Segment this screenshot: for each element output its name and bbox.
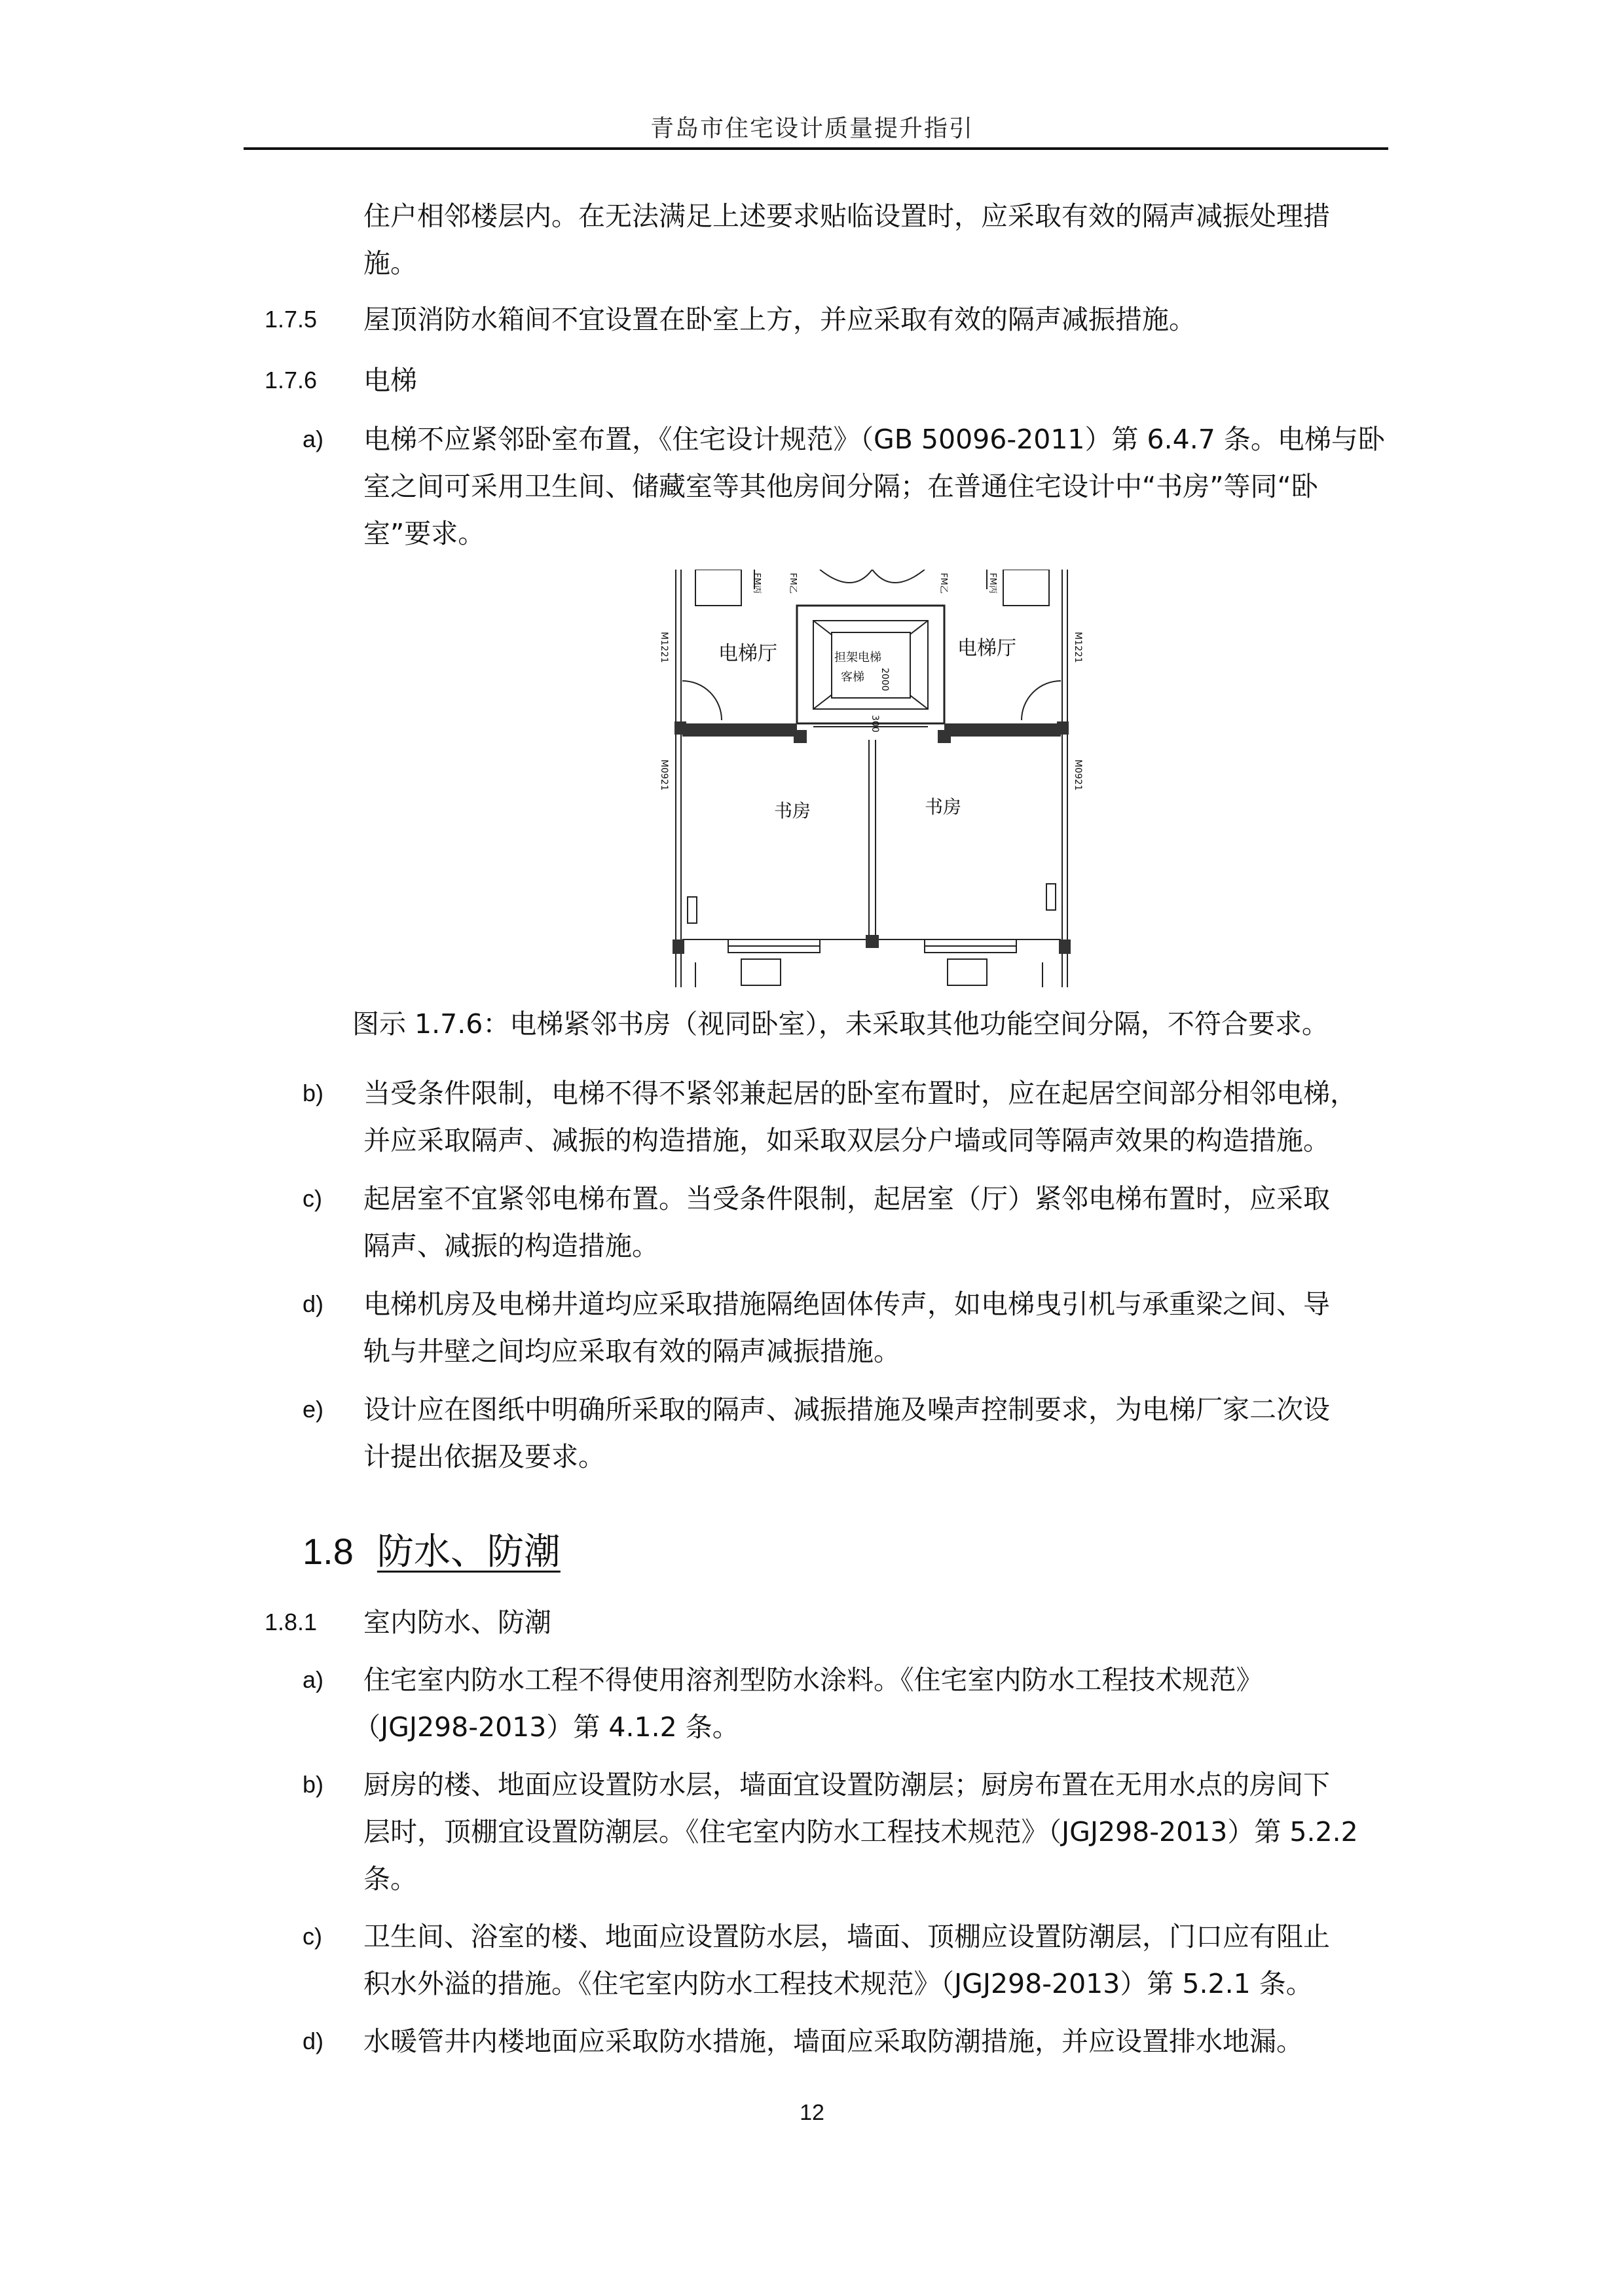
list-item-line: 当受条件限制，电梯不得不紧邻兼起居的卧室布置时，应在起居空间部分相邻电梯， [363, 1078, 1357, 1109]
list-item-line: 室”要求。 [363, 518, 485, 549]
list-item-label: d) [303, 2028, 324, 2054]
list-item-line: 电梯不应紧邻卧室布置，《住宅设计规范》（GB 50096-2011）第 6.4.7 条。电梯与卧 [363, 424, 1385, 455]
list-item-line: 设计应在图纸中明确所采取的隔声、减振措施及噪声控制要求，为电梯厂家二次设 [363, 1394, 1330, 1425]
list-item-line: 积水外溢的措施。《住宅室内防水工程技术规范》（JGJ298-2013）第 5.2.1 条。 [363, 1968, 1313, 1999]
list-item-line: 电梯机房及电梯井道均应采取措施隔绝固体传声，如电梯曳引机与承重梁之间、导 [363, 1288, 1330, 1320]
continuation-line: 住户相邻楼层内。在无法满足上述要求贴临设置时，应采取有效的隔声减振处理措 [363, 200, 1330, 232]
label-door-left-2: M0921 [659, 759, 669, 791]
list-item-line: 隔声、减振的构造措施。 [363, 1230, 659, 1262]
list-item-label: b) [303, 1771, 324, 1798]
label-elevator-car-2: 客梯 [841, 670, 864, 684]
label-fm-4: FM丙 [987, 573, 997, 594]
list-item-line: 轨与井壁之间均应采取有效的隔声减振措施。 [363, 1336, 900, 1367]
list-item-label: c) [303, 1923, 322, 1950]
label-dim-2000: 2000 [879, 668, 890, 691]
list-item-label: a) [303, 1666, 324, 1693]
list-item-label: e) [303, 1396, 324, 1423]
label-dim-300: 300 [870, 715, 880, 733]
list-item-line: 起居室不宜紧邻电梯布置。当受条件限制，起居室（厅）紧邻电梯布置时，应采取 [363, 1183, 1330, 1214]
clause-title: 室内防水、防潮 [363, 1607, 551, 1638]
label-study-left: 书房 [774, 800, 811, 822]
list-item-line: 厨房的楼、地面应设置防水层，墙面宜设置防潮层；厨房布置在无用水点的房间下 [363, 1769, 1330, 1800]
list-item-label: d) [303, 1290, 324, 1317]
clause-number: 1.7.5 [265, 306, 318, 333]
continuation-line: 施。 [363, 247, 417, 279]
floor-plan-figure [656, 570, 1087, 987]
clause-text: 屋顶消防水箱间不宜设置在卧室上方，并应采取有效的隔声减振措施。 [363, 304, 1196, 335]
list-item-line: （JGJ298-2013）第 4.1.2 条。 [354, 1711, 739, 1743]
list-item-label: c) [303, 1185, 322, 1212]
list-item-line: 并应采取隔声、减振的构造措施，如采取双层分户墙或同等隔声效果的构造措施。 [363, 1125, 1330, 1156]
list-item-line: 层时，顶棚宜设置防潮层。《住宅室内防水工程技术规范》（JGJ298-2013）第 5.2.2 [363, 1816, 1358, 1848]
list-item-line: 水暖管井内楼地面应采取防水措施，墙面应采取防潮措施，并应设置排水地漏。 [363, 2026, 1303, 2057]
list-item-line: 条。 [363, 1863, 417, 1895]
clause-number: 1.7.6 [265, 367, 318, 393]
section-title: 防水、防潮 [377, 1531, 561, 1573]
list-item-line: 住宅室内防水工程不得使用溶剂型防水涂料。《住宅室内防水工程技术规范》 [363, 1664, 1263, 1696]
clause-number: 1.8.1 [265, 1609, 318, 1635]
label-study-right: 书房 [925, 796, 962, 818]
list-item-label: b) [303, 1080, 324, 1106]
label-fm-3: FM乙 [938, 573, 948, 594]
header-rule [244, 147, 1388, 150]
running-header: 青岛市住宅设计质量提升指引 [650, 115, 974, 142]
label-door-right-2: M0921 [1073, 759, 1083, 791]
label-fm-1: FM丙 [752, 573, 762, 594]
label-elevator-hall-left: 电梯厅 [718, 642, 777, 665]
label-fm-2: FM乙 [788, 573, 798, 594]
label-elevator-hall-right: 电梯厅 [957, 637, 1016, 660]
clause-title: 电梯 [363, 365, 417, 396]
figure-caption: 图示 1.7.6：电梯紧邻书房（视同卧室），未采取其他功能空间分隔，不符合要求。 [352, 1008, 1329, 1040]
list-item-label: a) [303, 426, 324, 452]
section-number: 1.8 [303, 1531, 354, 1572]
label-door-left: M1221 [659, 632, 669, 663]
label-elevator-car: 担架电梯 [834, 651, 881, 665]
list-item-line: 室之间可采用卫生间、储藏室等其他房间分隔；在普通住宅设计中“书房”等同“卧 [363, 471, 1318, 502]
list-item-line: 卫生间、浴室的楼、地面应设置防水层，墙面、顶棚应设置防潮层，门口应有阻止 [363, 1921, 1330, 1952]
page-number: 12 [800, 2100, 824, 2125]
list-item-line: 计提出依据及要求。 [363, 1441, 605, 1472]
section-heading [303, 1525, 561, 1578]
label-door-right: M1221 [1073, 632, 1083, 663]
